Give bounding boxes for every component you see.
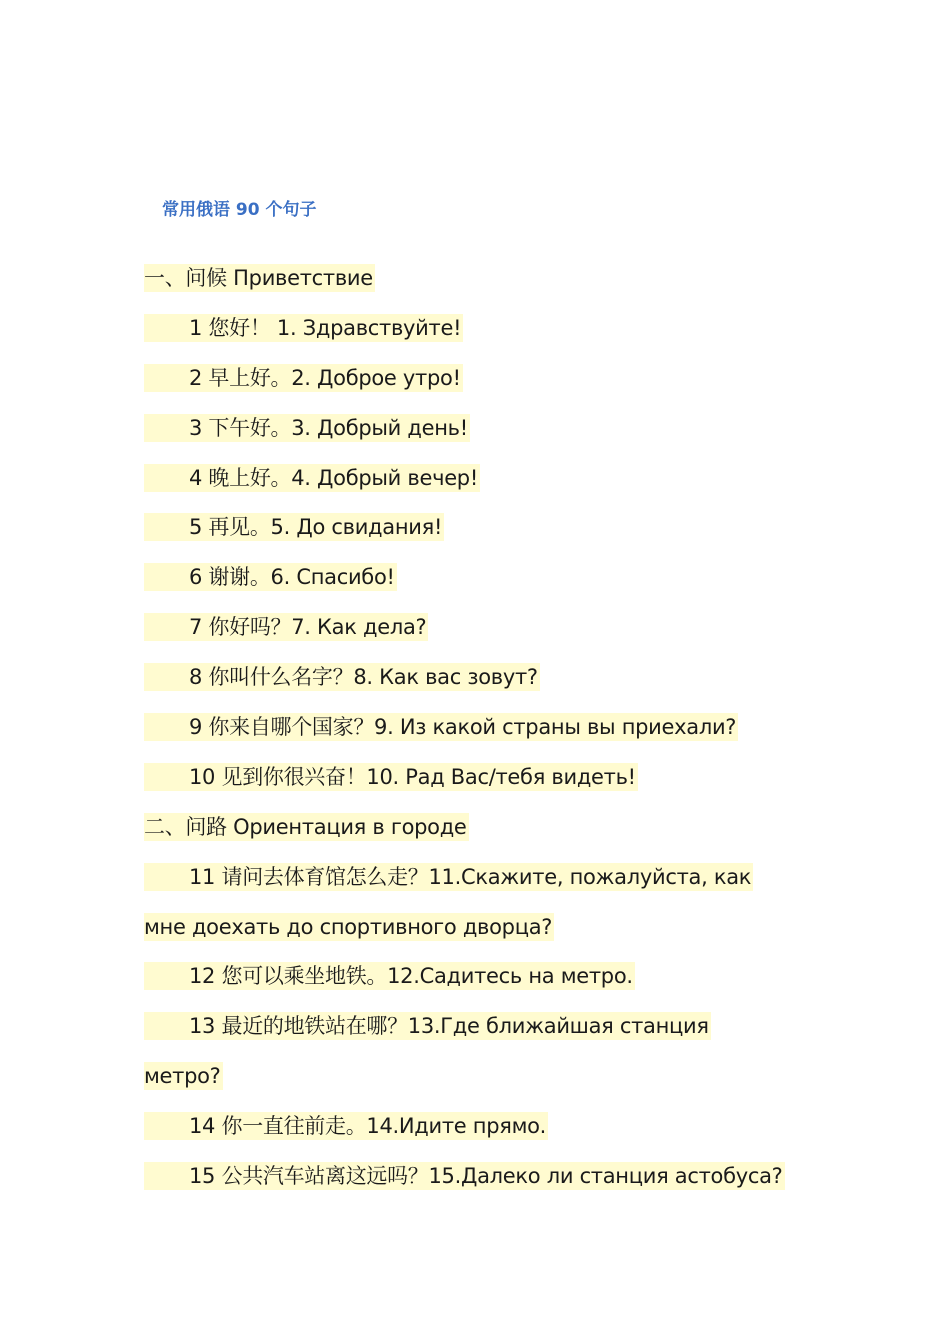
- phrase-text: 15 公共汽车站离这远吗？15.Далеко ли станция астобуса?: [189, 1164, 783, 1189]
- list-item: [144, 1162, 824, 1212]
- list-item: [144, 663, 824, 713]
- list-item: [144, 962, 824, 1012]
- list-item: [144, 1012, 824, 1062]
- phrase-text: 3 下午好。3. Добрый день!: [189, 415, 468, 440]
- document-body: [144, 264, 824, 1212]
- phrase-text: 9 你来自哪个国家？9. Из какой страны вы приехали?: [189, 715, 737, 740]
- phrase-text: 6 谢谢。6. Спасибо!: [189, 565, 395, 590]
- list-item: [144, 314, 824, 364]
- list-item: [144, 513, 824, 563]
- phrase-text: 4 晚上好。4. Добрый вечер!: [189, 465, 478, 490]
- list-item: [144, 613, 824, 663]
- phrase-text: метро?: [144, 1064, 221, 1089]
- phrase-text: 5 再见。5. До свидания!: [189, 515, 443, 540]
- phrase-text: 12 您可以乘坐地铁。12.Садитесь на метро.: [189, 964, 633, 989]
- section-heading-greetings: [144, 264, 824, 314]
- section-heading-text: 二、问路 Ориентация в городе: [144, 814, 467, 839]
- list-item: [144, 713, 824, 763]
- list-item: [144, 464, 824, 514]
- phrase-text: 10 见到你很兴奋！10. Рад Вас/тебя видеть!: [189, 764, 636, 789]
- list-item: [144, 863, 824, 913]
- list-item-continuation: [144, 913, 824, 963]
- list-item-continuation: [144, 1062, 824, 1112]
- phrase-text: 11 请问去体育馆怎么走？11.Скажите, пожалуйста, как: [189, 864, 752, 889]
- list-item: [144, 364, 824, 414]
- phrase-text: мне доехать до спортивного дворца?: [144, 914, 553, 939]
- phrase-text: 1 您好！ 1. Здравствуйте!: [189, 315, 462, 340]
- list-item: [144, 563, 824, 613]
- list-item: [144, 414, 824, 464]
- phrase-text: 8 你叫什么名字？8. Как вас зовут?: [189, 665, 538, 690]
- section-heading-text: 一、问候 Приветствие: [144, 266, 373, 290]
- document-title: 常用俄语 90 个句子: [162, 200, 317, 220]
- phrase-text: 14 你一直往前走。14.Идите прямо.: [189, 1114, 547, 1139]
- list-item: [144, 763, 824, 813]
- phrase-text: 2 早上好。2. Доброе утро!: [189, 365, 461, 390]
- phrase-text: 7 你好吗？7. Как дела?: [189, 615, 427, 640]
- section-heading-directions: [144, 813, 824, 863]
- list-item: [144, 1112, 824, 1162]
- phrase-text: 13 最近的地铁站在哪？13.Где ближайшая станция: [189, 1014, 709, 1039]
